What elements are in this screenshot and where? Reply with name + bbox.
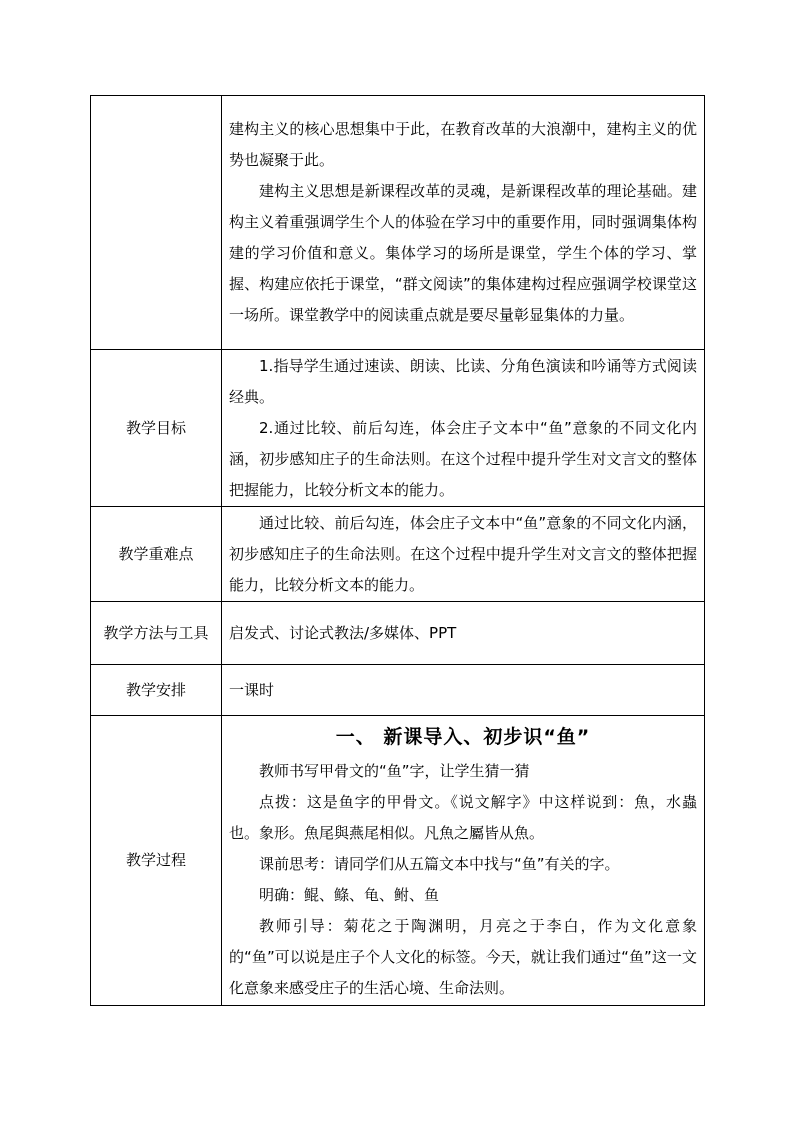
table-row [91,665,705,716]
row-content-cell [222,507,705,602]
table-row [91,96,705,350]
row-label-cell: 教学目标 [91,350,222,507]
row-content-cell [222,96,705,350]
paragraph: 明确：鲲、鲦、龟、鲋、鱼 [259,885,440,904]
row-label-cell [91,96,222,350]
table-row [91,602,705,665]
row-label-cell: 教学过程 [91,716,222,1006]
row-content-cell [222,602,705,665]
row-content-cell [222,350,705,507]
paragraph: 建构主义的核心思想集中于此，在教育改革的大浪潮中，建构主义的优势也凝聚于此。 [229,120,697,169]
paragraph: 点拨：这是鱼字的甲骨文。《说文解字》中这样说到：魚，水蟲也。象形。魚尾與燕尾相似。凡魚之屬皆从魚。 [229,792,697,842]
section-heading: 一、 新课导入、初步识“鱼” [335,725,591,748]
row-content-cell [222,665,705,716]
paragraph: 教师书写甲骨文的“鱼”字，让学生猜一猜 [259,761,530,780]
table-row [91,507,705,602]
paragraph: 2.通过比较、前后勾连，体会庄子文本中“鱼”意象的不同文化内涵，初步感知庄子的生命法则。在这个过程中提升学生对文言文的整体把握能力，比较分析文本的能力。 [229,418,697,499]
row-label-cell: 教学安排 [91,665,222,716]
paragraph: 通过比较、前后勾连，体会庄子文本中“鱼”意象的不同文化内涵，初步感知庄子的生命法则。在这个过程中提升学生对文言文的整体把握能力，比较分析文本的能力。 [229,513,697,594]
paragraph: 启发式、讨论式教法/多媒体、PPT [229,623,457,642]
row-label-cell: 教学重难点 [91,507,222,602]
paragraph: 一课时 [229,680,275,699]
row-label-cell: 教学方法与工具 [91,602,222,665]
paragraph: 1.指导学生通过速读、朗读、比读、分角色演读和吟诵等方式阅读经典。 [229,356,697,406]
paragraph: 课前思考：请同学们从五篇文本中找与“鱼”有关的字。 [259,854,620,873]
table-row [91,350,705,507]
table-row [91,716,705,1006]
row-content-cell [222,716,705,1006]
paragraph: 教师引导：菊花之于陶渊明，月亮之于李白，作为文化意象的“鱼”可以说是庄子个人文化的标签。今天，就让我们通过“鱼”这一文化意象来感受庄子的生活心境、生命法则。 [229,916,697,997]
lesson-plan-table [90,95,705,1006]
paragraph: 建构主义思想是新课程改革的灵魂，是新课程改革的理论基础。建构主义着重强调学生个人的体验在学习中的重要作用，同时强调集体构建的学习价值和意义。集体学习的场所是课堂，学生个体的学习、掌握、构建应依托于课堂，“群文阅读”的集体建构过程应强调学校课堂这一场所。课堂教学中的阅读重点就是要尽量彰显集体的力量。 [229,182,697,324]
